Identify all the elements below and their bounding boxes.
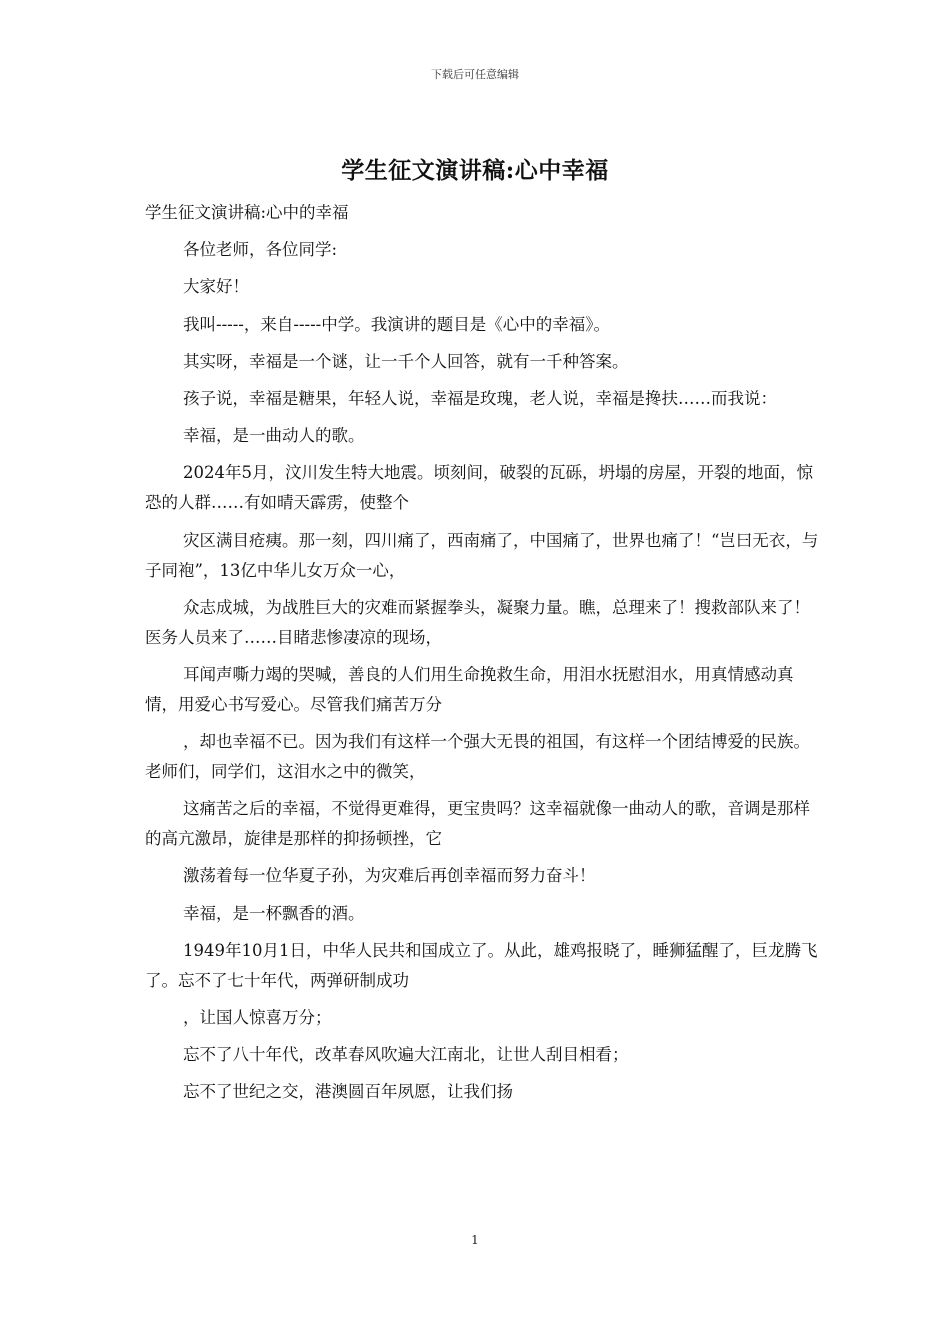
paragraph-hello: 大家好！ xyxy=(183,277,249,297)
paragraph-greeting: 各位老师，各位同学: xyxy=(183,240,338,260)
paragraph: 孩子说，幸福是糖果，年轻人说，幸福是玫瑰，老人说，幸福是搀扶……而我说： xyxy=(183,388,777,408)
document-title: 学生征文演讲稿:心中幸福 xyxy=(341,157,609,184)
paragraph: ，却也幸福不已。因为我们有这样一个强大无畏的祖国，有这样一个团结博爱的民族。老师们，同学们，这泪水之中的微笑， xyxy=(145,732,810,782)
page-number: 1 xyxy=(471,1233,479,1247)
paragraph: 其实呀，幸福是一个谜，让一千个人回答，就有一千种答案。 xyxy=(183,351,629,371)
paragraph: 2024年5月，汶川发生特大地震。顷刻间，破裂的瓦砾，坍塌的房屋，开裂的地面，惊恐的人群……有如晴天霹雳，使整个 xyxy=(145,463,813,513)
paragraph: 耳闻声嘶力竭的哭喊，善良的人们用生命挽救生命，用泪水抚慰泪水，用真情感动真情，用爱心书写爱心。尽管我们痛苦万分 xyxy=(145,664,794,714)
paragraph: 众志成城，为战胜巨大的灾难而紧握拳头，凝聚力量。瞧，总理来了！搜救部队来了！医务人员来了……目睹悲惨凄凉的现场， xyxy=(145,597,810,647)
paragraph-section-heading: 幸福，是一曲动人的歌。 xyxy=(183,426,365,446)
page-header: 下载后可任意编辑 xyxy=(431,68,519,81)
paragraph-section-heading: 幸福，是一杯飘香的酒。 xyxy=(183,903,365,923)
paragraph-subtitle: 学生征文演讲稿:心中的幸福 xyxy=(145,203,349,222)
paragraph: 1949年10月1日，中华人民共和国成立了。从此，雄鸡报晓了，睡狮猛醒了，巨龙腾飞了。忘不了七十年代，两弹研制成功 xyxy=(145,940,818,990)
document-body xyxy=(145,198,820,1115)
paragraph: 激荡着每一位华夏子孙，为灾难后再创幸福而努力奋斗！ xyxy=(183,866,596,886)
paragraph: 忘不了世纪之交，港澳圆百年夙愿，让我们扬 xyxy=(183,1082,513,1102)
paragraph: ，让国人惊喜万分； xyxy=(183,1008,332,1027)
paragraph-intro: 我叫-----，来自-----中学。我演讲的题目是《心中的幸福》。 xyxy=(183,314,611,334)
paragraph: 这痛苦之后的幸福，不觉得更难得，更宝贵吗？这幸福就像一曲动人的歌，音调是那样的高亢激昂，旋律是那样的抑扬顿挫，它 xyxy=(145,799,810,849)
paragraph: 灾区满目疮痍。那一刻，四川痛了，西南痛了，中国痛了，世界也痛了！“岂曰无衣，与子同袍”，13亿中华儿女万众一心， xyxy=(145,530,819,580)
paragraph: 忘不了八十年代，改革春风吹遍大江南北，让世人刮目相看； xyxy=(183,1045,629,1065)
